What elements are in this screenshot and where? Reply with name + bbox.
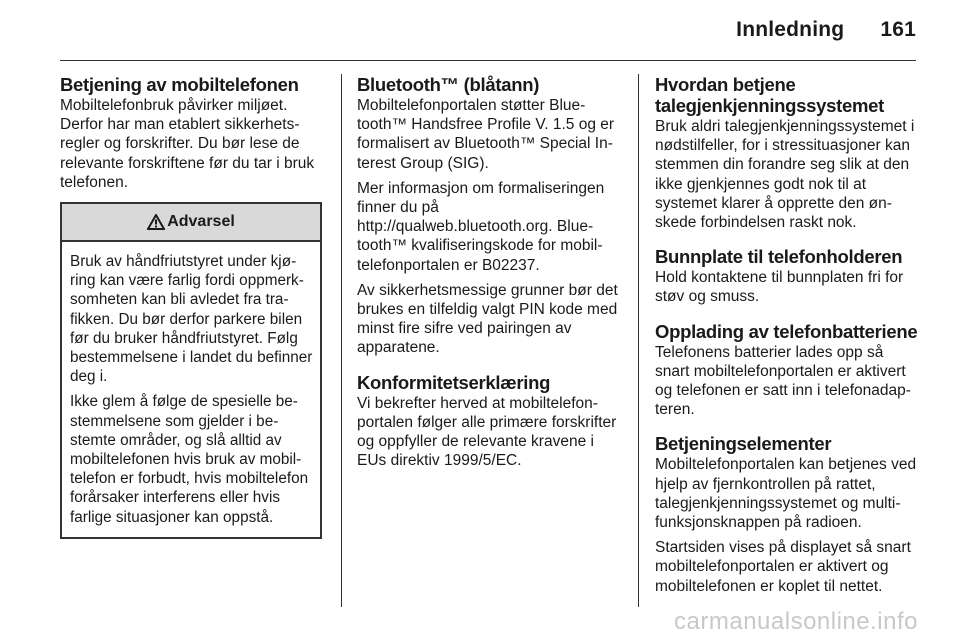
section-bluetooth [357, 74, 623, 358]
paragraph: Mer informasjon om formaliseringen finner du på http://qualweb.bluetooth.org. Bluetooth™ kvalifiseringskode for mobiltelefonportalen er B02237. [357, 179, 605, 274]
paragraph: Mobiltelefonbruk påvirker miljøet. Derfor har man etablert sikkerhetsregler og forskrifter. Du bør lese de relevante forskriftene før du tar i bruk telefonen. [60, 97, 315, 191]
paragraph: Bruk av håndfriutstyret under kjøring kan være farlig fordi oppmerksomheten kan bli avledet fra trafikken. Du bør derfor parkere bilen før du bruker håndfriutstyret. Følg bestemmelsene i landet du befinner deg i. [70, 253, 313, 386]
column-left [60, 74, 322, 539]
section-heading: Bunnplate til telefonholderen [655, 246, 903, 268]
warning-icon [147, 214, 165, 230]
warning-body [62, 242, 320, 537]
column-divider [341, 74, 342, 607]
section-heading: Betjening av mobiltelefonen [60, 74, 299, 95]
section-controls [655, 433, 921, 595]
paragraph: Telefonens batterier lades opp så snart mobiltelefonportalen er aktivert og telefonen er satt inn i telefonadapteren. [655, 343, 911, 419]
watermark: carmanualsonline.info [674, 608, 918, 635]
paragraph: Vi bekrefter herved at mobiltelefonportalen følger alle primære forskrifter og oppfyller de relevante kravene i EUs direktiv 1999/5/EC. [357, 394, 617, 470]
warning-header [62, 204, 320, 242]
section-heading: Opplading av telefonbatteriene [655, 320, 918, 342]
page-title: Innledning [736, 18, 845, 41]
paragraph: Mobiltelefonportalen kan betjenes ved hjelp av fjernkontrollen på rattet, talegjenkjenningssystemet og multifunksjonsknappen på radioen. [655, 456, 917, 532]
warning-title: Advarsel [167, 213, 235, 231]
section-heading: Betjeningselementer [655, 433, 832, 455]
paragraph: Mobiltelefonportalen støtter Bluetooth™ Handsfree Profile V. 1.5 og er formalisert av Bluetooth™ Special Interest Group (SIG). [357, 97, 615, 172]
column-middle [357, 74, 623, 484]
warning-box [60, 202, 322, 539]
paragraph: Bruk aldri talegjenkjenningssystemet i nødstilfeller, for i stressituasjoner kan stemmen din forandre seg slik at den ikke gjenkjennes godt nok til at systemet klarer å opprette den ønskede forbindelsen raskt nok. [655, 118, 915, 232]
section-heading: Bluetooth™ (blåtann) [357, 74, 540, 95]
section-base-plate [655, 246, 921, 306]
section-voice [655, 74, 921, 232]
paragraph: Startsiden vises på displayet så snart mobiltelefonportalen er aktivert og mobiltelefonen er koplet til nettet. [655, 539, 911, 595]
section-charging [655, 321, 921, 420]
section-heading: Konformitetserklæring [357, 371, 551, 393]
page-header [736, 18, 916, 42]
header-rule [60, 60, 916, 61]
column-divider [638, 74, 639, 607]
column-right [655, 74, 921, 610]
paragraph: Av sikkerhetsmessige grunner bør det brukes en tilfeldig valgt PIN kode med minst fire sifre ved pairingen av apparatene. [357, 281, 618, 357]
section-conformity [357, 372, 623, 471]
paragraph: Hold kontaktene til bunnplaten fri for støv og smuss. [655, 269, 904, 306]
section-heading: Hvordan betjene talegjenkjenningssystemet [655, 74, 884, 116]
paragraph: Ikke glem å følge de spesielle bestemmelsene som gjelder i bestemte områder, og slå alltid av mobiltelefonen hvis bruk av mobiltelefon er forbudt, hvis mobiltelefon forårsaker interferens eller hvis farlige situasjoner kan oppstå. [70, 393, 309, 526]
page-number: 161 [880, 18, 916, 41]
